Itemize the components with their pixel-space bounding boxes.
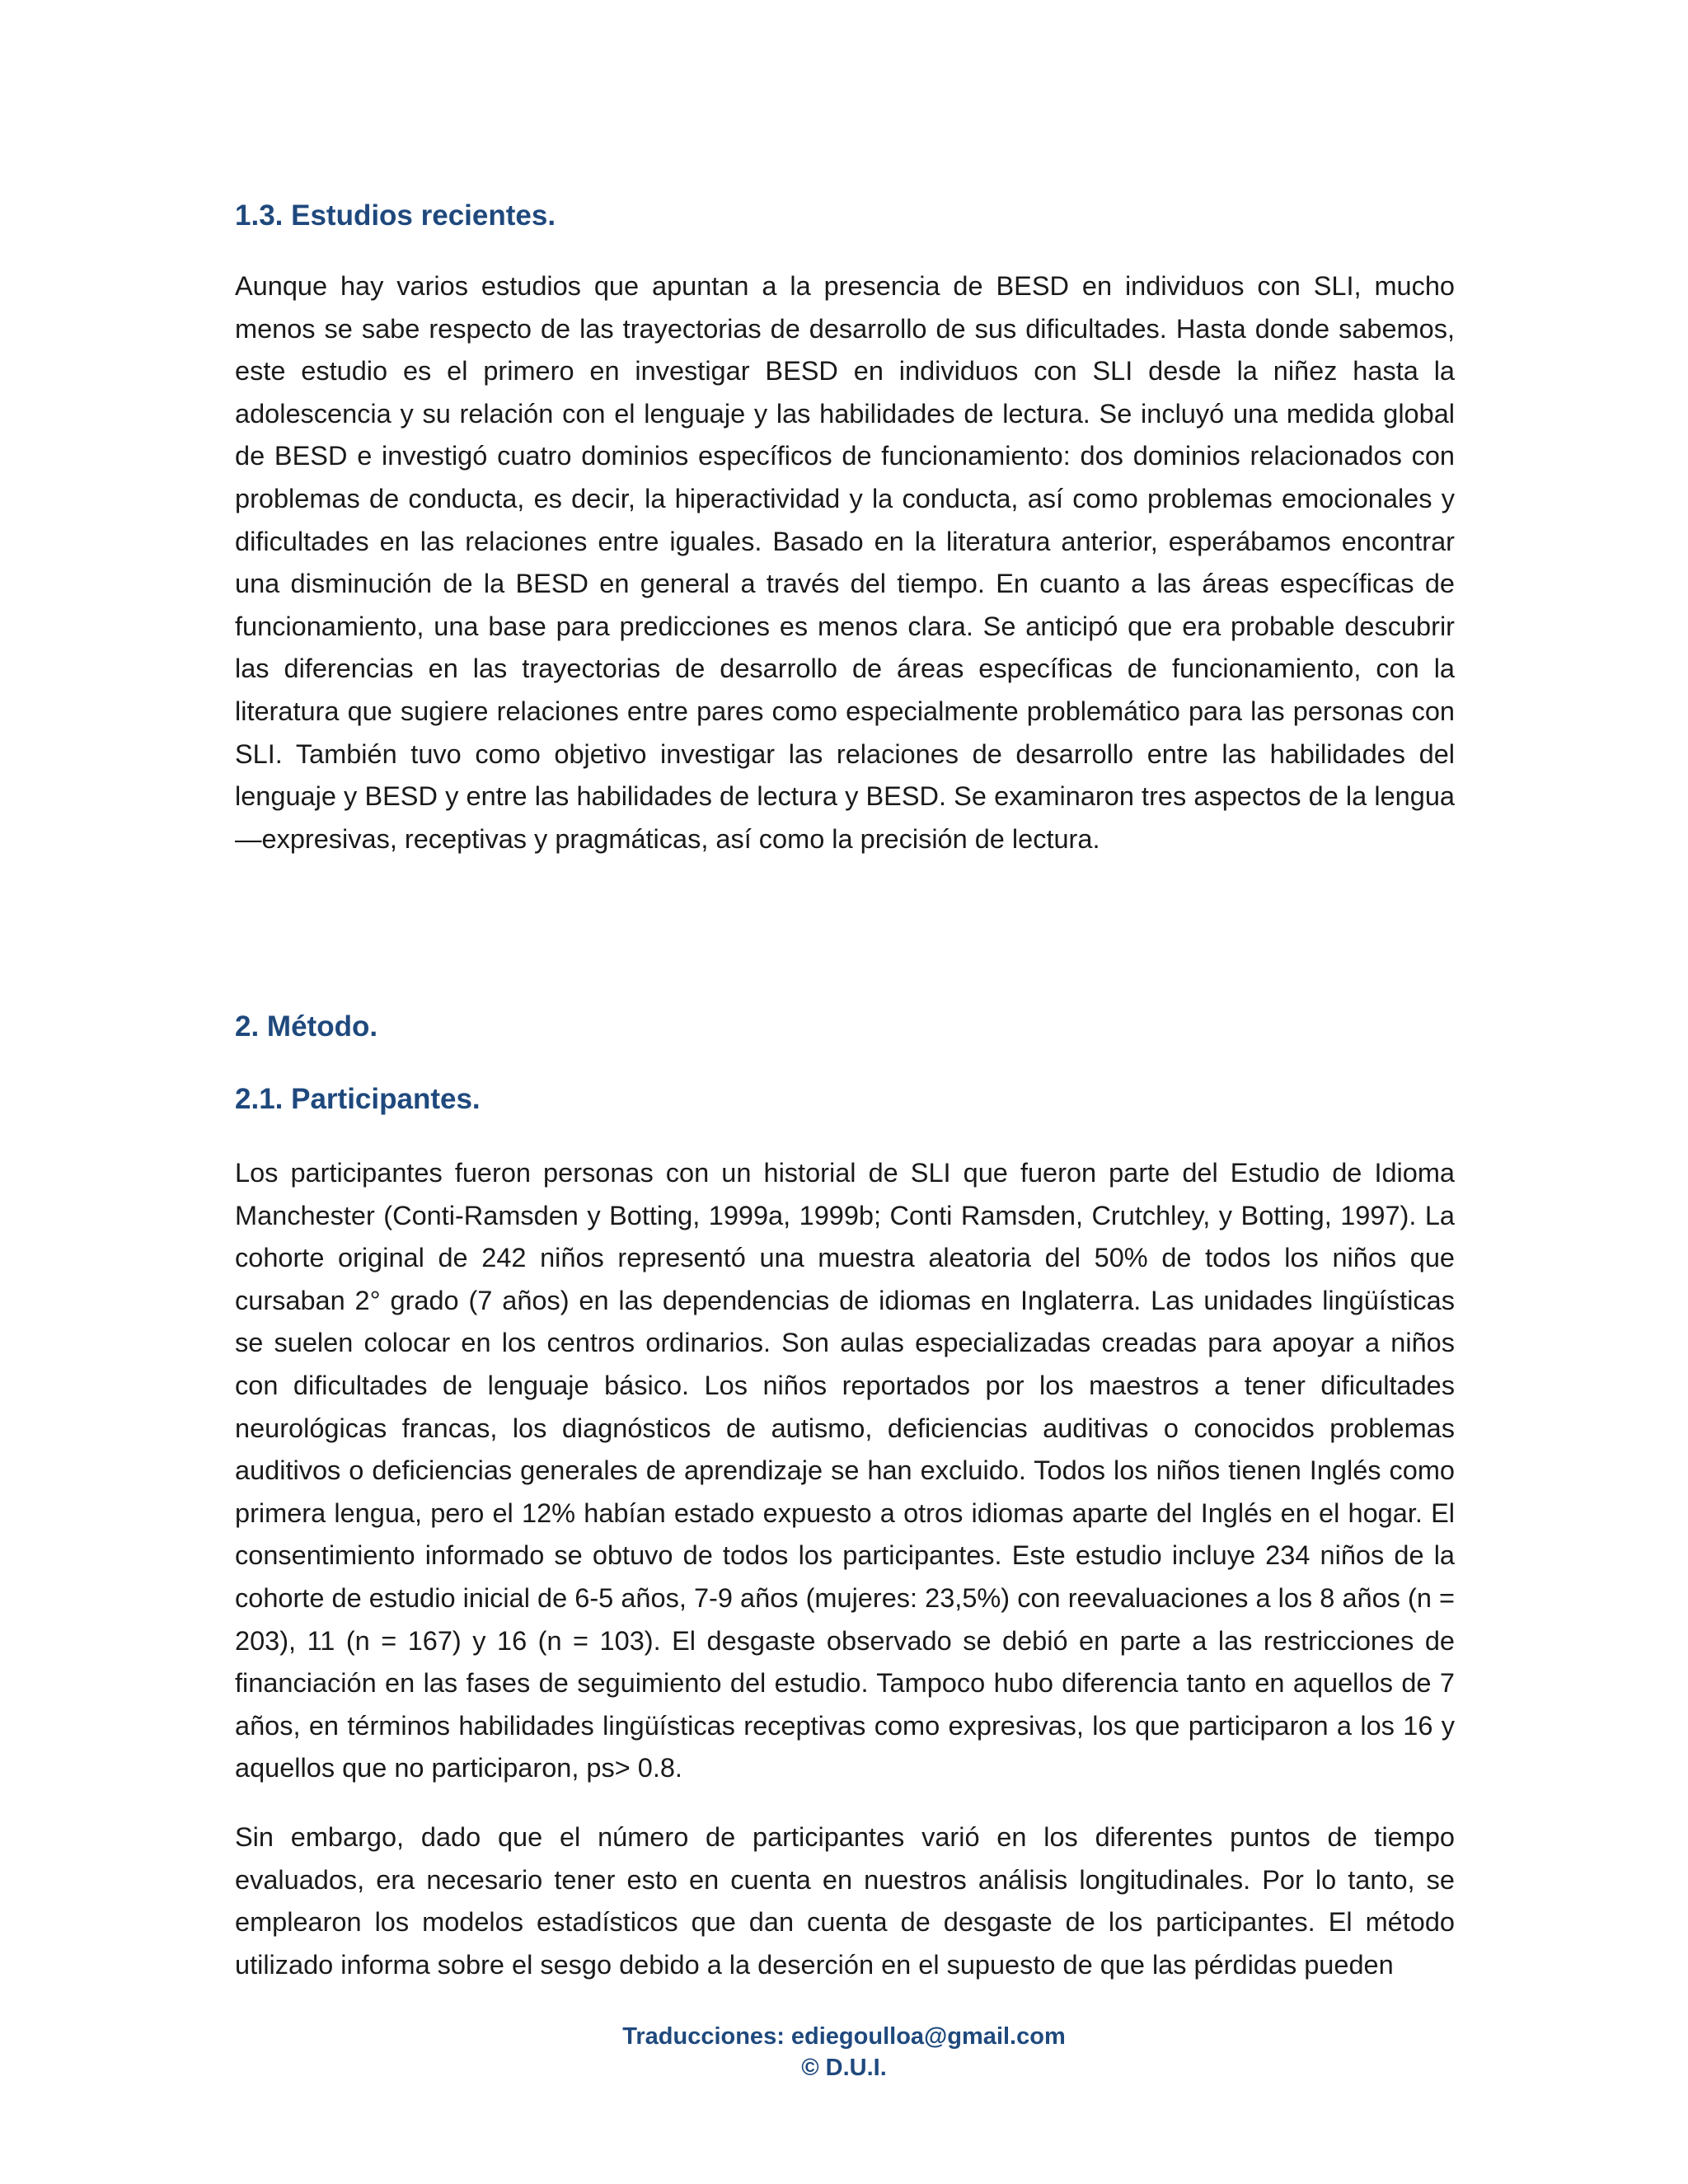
page-footer: [0, 2021, 1688, 2083]
paragraph-participantes-1: Los participantes fueron personas con un historial de SLI que fueron parte del Estudio de Idioma Manchester (Conti-Ramsden y Botting, 1999a, 1999b; Conti Ramsden, Crutchley, y Botting, 1997). La cohorte original de 242 niños representó una muestra aleatoria del 50% de todos los niños que cursaban 2° grado (7 años) en las dependencias de idiomas en Inglaterra. Las unidades lingüísticas se suelen colocar en los centros ordinarios. Son aulas especializadas creadas para apoyar a niños con dificultades de lenguaje básico. Los niños reportados por los maestros a tener dificultades neurológicas francas, los diagnósticos de autismo, deficiencias auditivas o conocidos problemas auditivos o deficiencias generales de aprendizaje se han excluido. Todos los niños tienen Inglés como primera lengua, pero el 12% habían estado expuesto a otros idiomas aparte del Inglés en el hogar. El consentimiento informado se obtuvo de todos los participantes. Este estudio incluye 234 niños de la cohorte de estudio inicial de 6-5 años, 7-9 años (mujeres: 23,5%) con reevaluaciones a los 8 años (n = 203), 11 (n = 167) y 16 (n = 103). El desgaste observado se debió en parte a las restricciones de financiación en las fases de seguimiento del estudio. Tampoco hubo diferencia tanto en aquellos de 7 años, en términos habilidades lingüísticas receptivas como expresivas, los que participaron a los 16 y aquellos que no participaron, ps> 0.8.: [235, 1158, 1455, 1783]
footer-translator-credit: Traducciones: ediegoulloa@gmail.com: [622, 2023, 1066, 2050]
paragraph-participantes-2: Sin embargo, dado que el número de participantes varió en los diferentes puntos de tiempo evaluados, era necesario tener esto en cuenta en nuestros análisis longitudinales. Por lo tanto, se emplearon los modelos estadísticos que dan cuenta de desgaste de los participantes. El método utilizado informa sobre el sesgo debido a la deserción en el supuesto de que las pérdidas pueden: [235, 1822, 1455, 1980]
footer-copyright: © D.U.I.: [801, 2055, 887, 2081]
section-heading-metodo: 2. Método.: [235, 1010, 378, 1043]
section-heading-participantes: 2.1. Participantes.: [235, 1083, 481, 1115]
paragraph-estudios-recientes: Aunque hay varios estudios que apuntan a la presencia de BESD en individuos con SLI, mucho menos se sabe respecto de las trayectorias de desarrollo de sus dificultades. Hasta donde sabemos, este estudio es el primero en investigar BESD en individuos con SLI desde la niñez hasta la adolescencia y su relación con el lenguaje y las habilidades de lectura. Se incluyó una medida global de BESD e investigó cuatro dominios específicos de funcionamiento: dos dominios relacionados con problemas de conducta, es decir, la hiperactividad y la conducta, así como problemas emocionales y dificultades en las relaciones entre iguales. Basado en la literatura anterior, esperábamos encontrar una disminución de la BESD en general a través del tiempo. En cuanto a las áreas específicas de funcionamiento, una base para predicciones es menos clara. Se anticipó que era probable descubrir las diferencias en las trayectorias de desarrollo de áreas específicas de funcionamiento, con la literatura que sugiere relaciones entre pares como especialmente problemático para las personas con SLI. También tuvo como objetivo investigar las relaciones de desarrollo entre las habilidades del lenguaje y BESD y entre las habilidades de lectura y BESD. Se examinaron tres aspectos de la lengua—expresivas, receptivas y pragmáticas, así como la precisión de lectura.: [235, 271, 1455, 854]
section-heading-estudios-recientes: 1.3. Estudios recientes.: [235, 199, 556, 232]
document-page: [235, 0, 1455, 2184]
